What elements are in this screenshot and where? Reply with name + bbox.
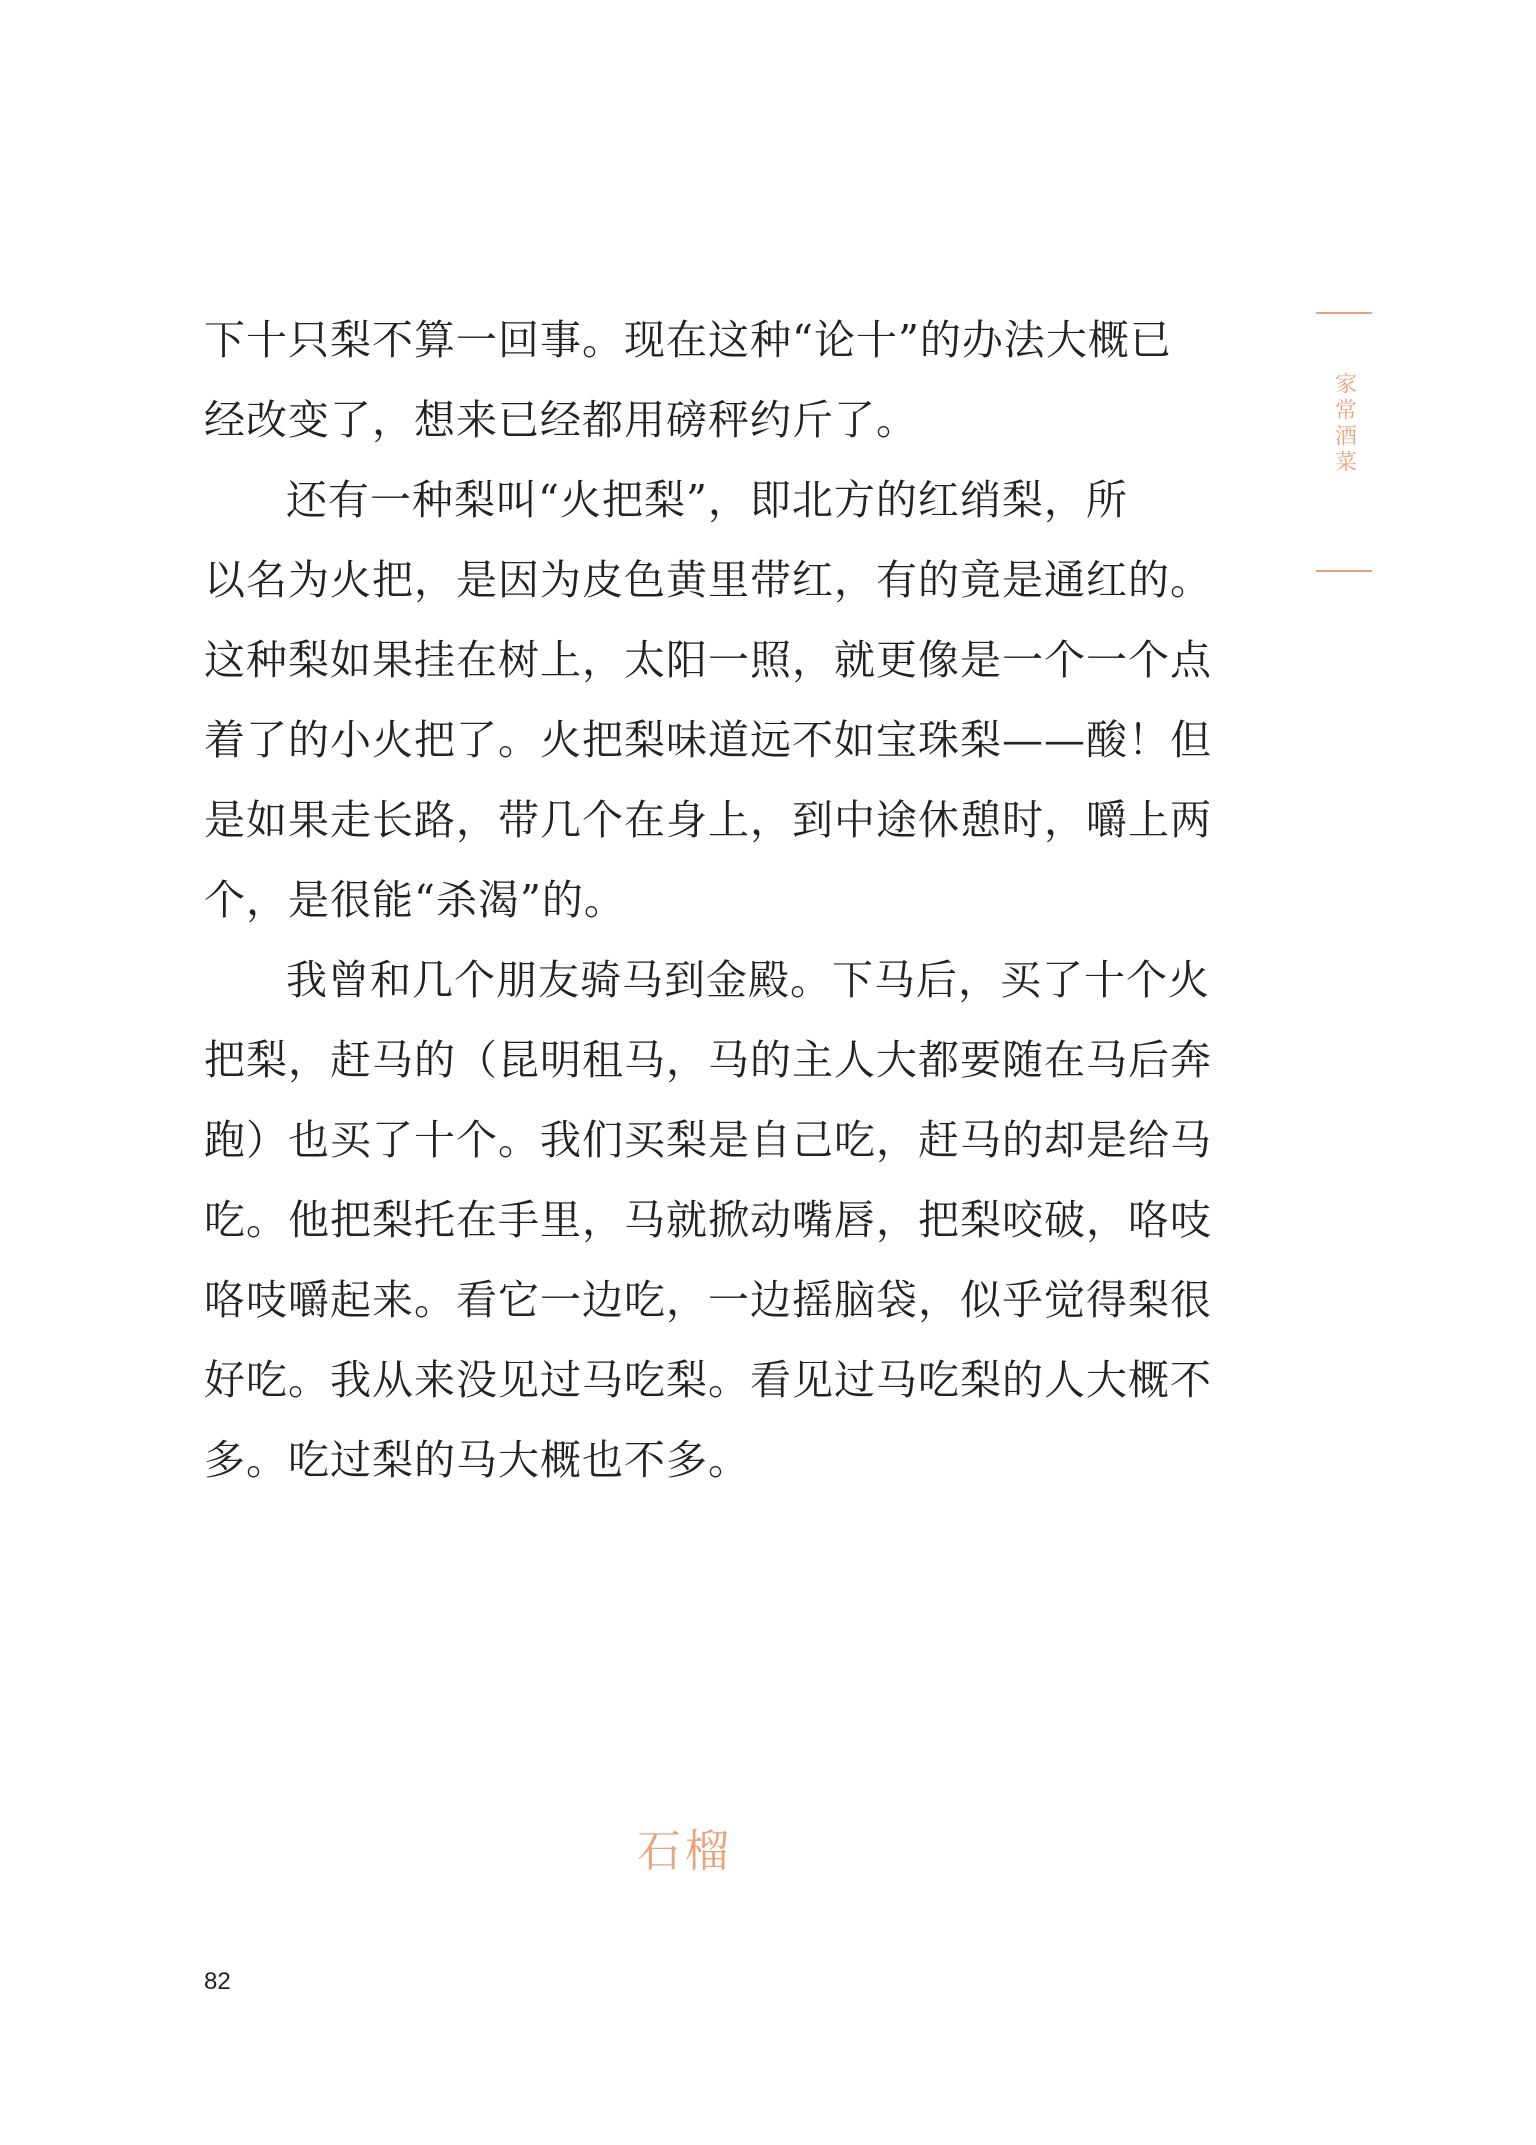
running-head-text: 家常酒菜 [1331, 372, 1357, 476]
text-line: 跑）也买了十个。我们买梨是自己吃，赶马的却是给马 [204, 1116, 1212, 1164]
running-head-text-wrap [1316, 372, 1372, 476]
text-line: 多。吃过梨的马大概也不多。 [204, 1436, 750, 1484]
section-title: 石榴 [637, 1826, 733, 1877]
paragraph-start-line: 还有一种梨叫“火把梨”，即北方的红绡梨，所 [286, 476, 1128, 524]
text-line: 好吃。我从来没见过马吃梨。看见过马吃梨的人大概不 [204, 1356, 1212, 1404]
text-line: 下十只梨不算一回事。现在这种“论十”的办法大概已 [204, 316, 1172, 364]
text-line: 这种梨如果挂在树上，太阳一照，就更像是一个一个点 [204, 636, 1212, 684]
text-line: 咯吱嚼起来。看它一边吃，一边摇脑袋，似乎觉得梨很 [204, 1276, 1212, 1324]
running-head [1316, 312, 1372, 574]
page-number: 82 [204, 1968, 231, 1995]
text-line: 着了的小火把了。火把梨味道远不如宝珠梨——酸！但 [204, 716, 1212, 764]
running-head-top-rule [1316, 312, 1372, 314]
body-text [204, 300, 1212, 1500]
text-line: 经改变了，想来已经都用磅秤约斤了。 [204, 396, 918, 444]
text-line: 吃。他把梨托在手里，马就掀动嘴唇，把梨咬破，咯吱 [204, 1196, 1212, 1244]
paragraph-start-line: 我曾和几个朋友骑马到金殿。下马后，买了十个火 [286, 956, 1210, 1004]
text-line: 是如果走长路，带几个在身上，到中途休憩时，嚼上两 [204, 796, 1212, 844]
running-head-bottom-rule [1316, 570, 1372, 572]
text-line: 以名为火把，是因为皮色黄里带红，有的竟是通红的。 [204, 556, 1212, 604]
text-line: 把梨，赶马的（昆明租马，马的主人大都要随在马后奔 [204, 1036, 1212, 1084]
text-line: 个，是很能“杀渴”的。 [204, 876, 626, 924]
